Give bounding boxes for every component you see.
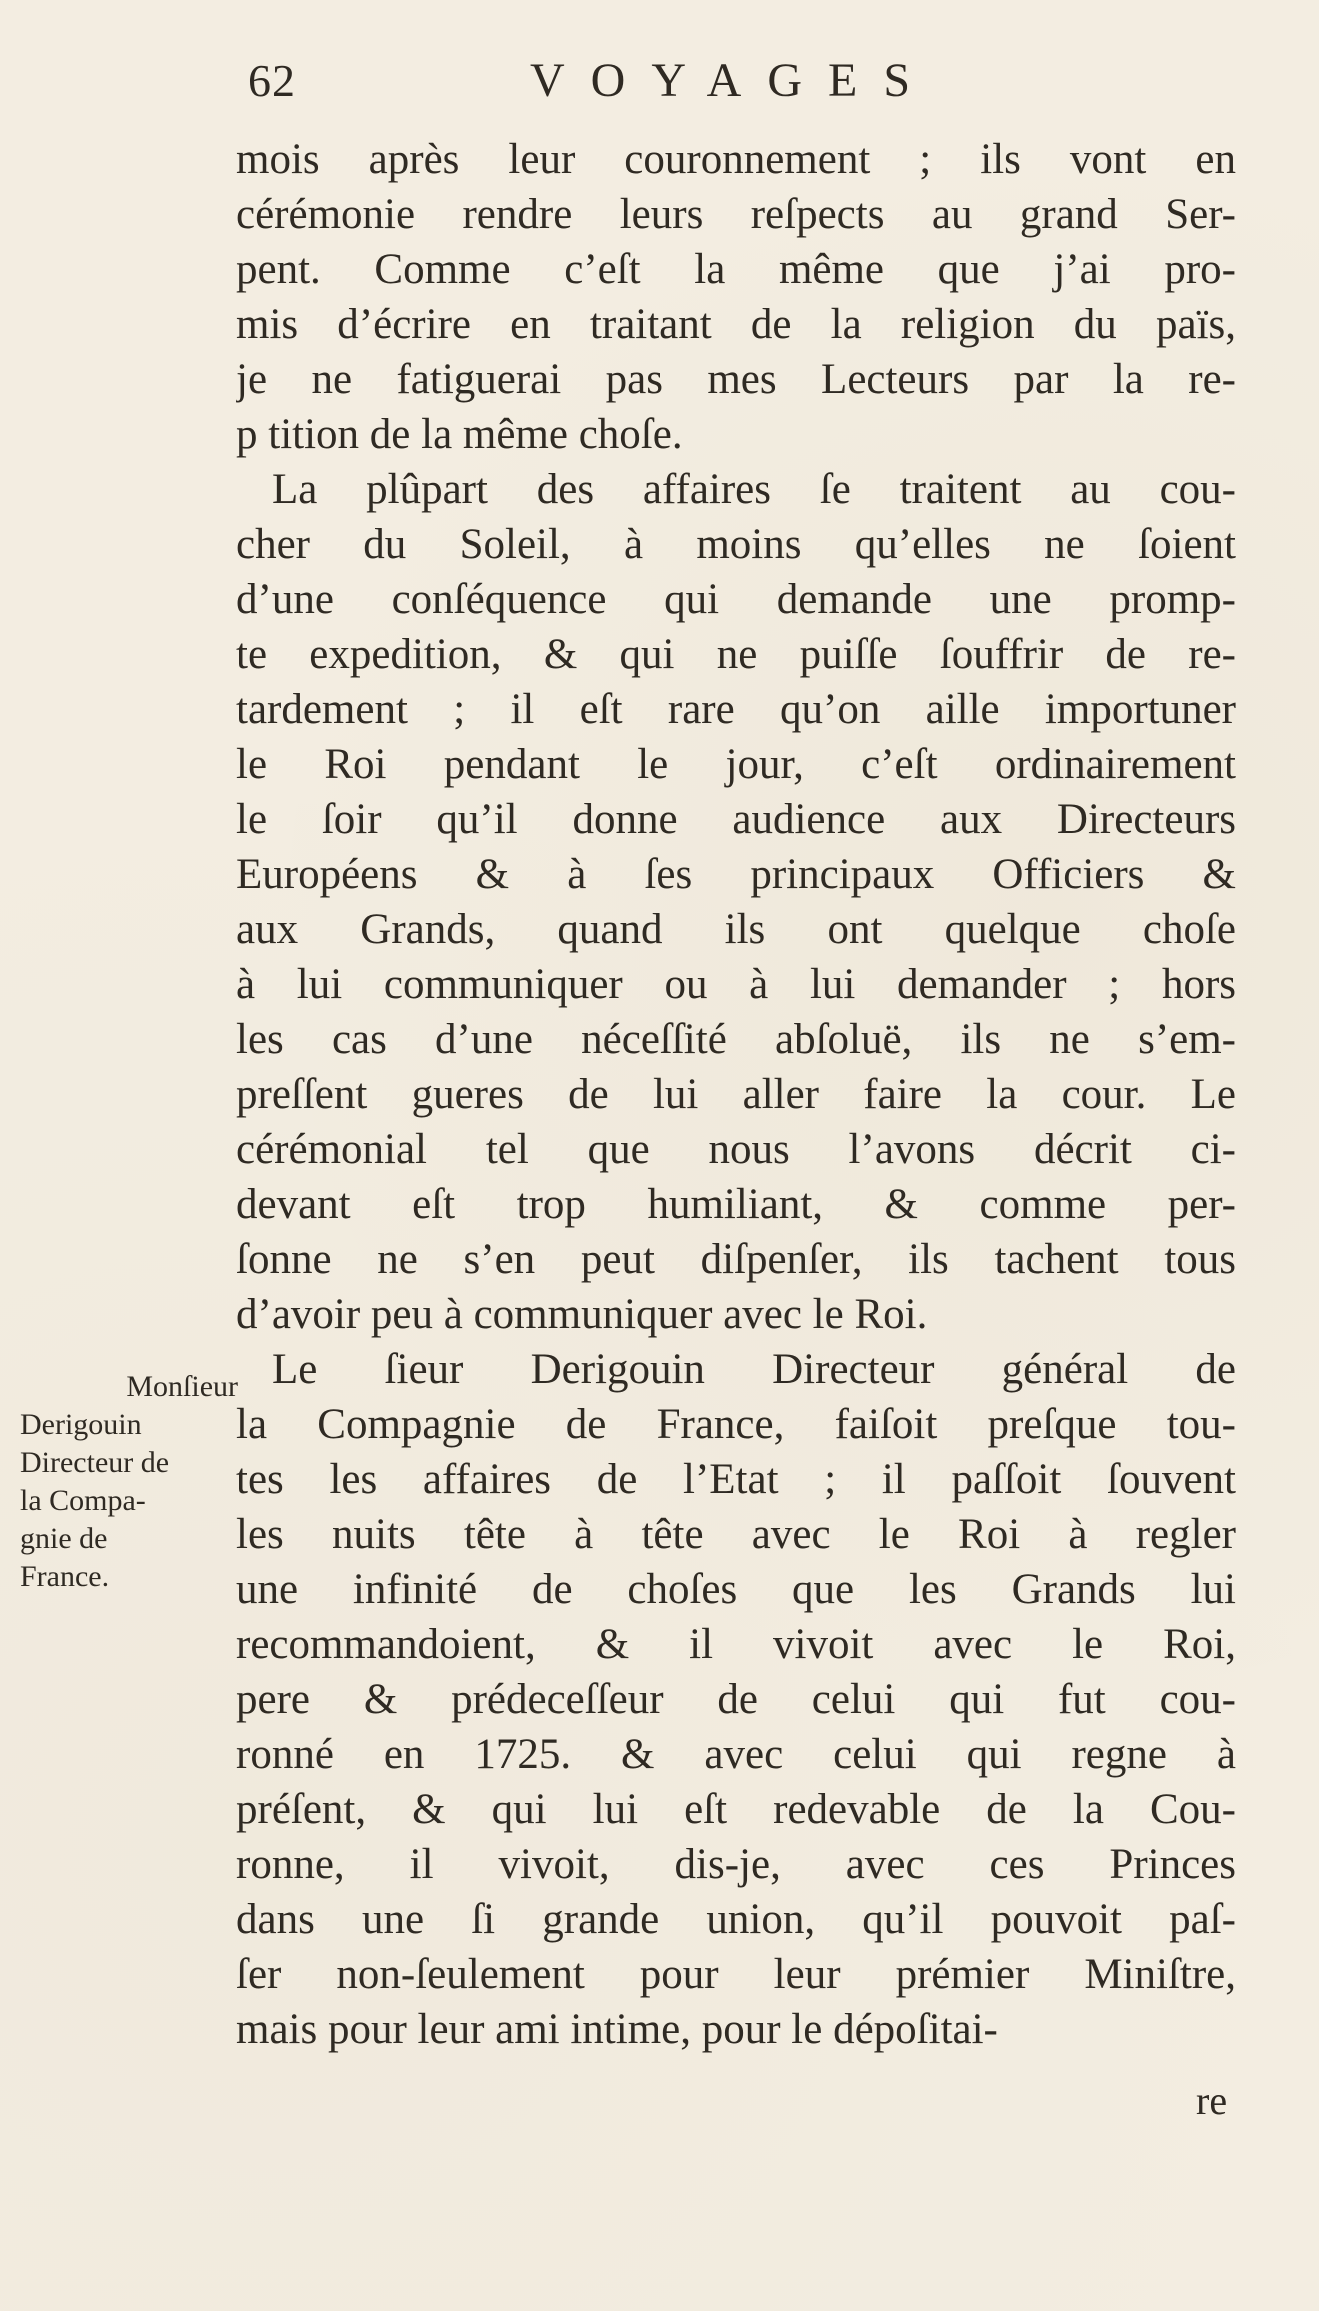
running-head — [248, 46, 1048, 116]
text-line: préſent, & qui lui eſt redevable de la Cou- — [236, 1786, 1236, 1833]
marginal-note — [20, 1368, 240, 1596]
text-line: Le ſieur Derigouin Directeur général de — [272, 1346, 1236, 1393]
text-line: pent. Comme c’eſt la même que j’ai pro- — [236, 246, 1236, 293]
text-line: preſſent gueres de lui aller faire la cour. Le — [236, 1071, 1236, 1118]
text-line: devant eſt trop humiliant, & comme per- — [236, 1181, 1236, 1228]
text-line: mis d’écrire en traitant de la religion du païs, — [236, 301, 1236, 348]
catchword: re — [1196, 2078, 1228, 2123]
text-line: pere & prédeceſſeur de celui qui fut cou- — [236, 1676, 1236, 1723]
marginal-note-line: la Compa- — [20, 1484, 146, 1517]
text-line: le Roi pendant le jour, c’eſt ordinairement — [236, 741, 1236, 788]
text-line: cérémonie rendre leurs reſpects au grand Ser- — [236, 191, 1236, 238]
text-line: la Compagnie de France, faiſoit preſque tou- — [236, 1401, 1236, 1448]
text-line: ſonne ne s’en peut diſpenſer, ils tachent tous — [236, 1236, 1236, 1283]
text-line: mois après leur couronnement ; ils vont en — [236, 136, 1236, 183]
page-number: 62 — [248, 55, 296, 106]
text-line: ronne, il vivoit, dis-je, avec ces Princes — [236, 1841, 1236, 1888]
text-line: te expedition, & qui ne puiſſe ſouffrir de re- — [236, 631, 1236, 678]
text-line: cérémonial tel que nous l’avons décrit ci- — [236, 1126, 1236, 1173]
marginal-note-line: gnie de — [20, 1522, 108, 1555]
text-line: ronné en 1725. & avec celui qui regne à — [236, 1731, 1236, 1778]
text-line: recommandoient, & il vivoit avec le Roi, — [236, 1621, 1236, 1668]
text-line: aux Grands, quand ils ont quelque choſe — [236, 906, 1236, 953]
text-line: d’avoir peu à communiquer avec le Roi. — [236, 1291, 928, 1338]
marginal-note-line: Directeur de — [20, 1446, 170, 1479]
text-line: tardement ; il eſt rare qu’on aille importuner — [236, 686, 1236, 733]
text-line: cher du Soleil, à moins qu’elles ne ſoient — [236, 521, 1236, 568]
marginal-note-line: France. — [20, 1560, 110, 1593]
text-line: le ſoir qu’il donne audience aux Directeurs — [236, 796, 1236, 843]
running-title: VOYAGES — [530, 54, 937, 107]
text-line: dans une ſi grande union, qu’il pouvoit paſ- — [236, 1896, 1236, 1943]
text-line: La plûpart des affaires ſe traitent au cou- — [272, 466, 1236, 513]
text-line: p tition de la même choſe. — [236, 411, 683, 458]
text-line: une infinité de choſes que les Grands lui — [236, 1566, 1236, 1613]
text-line: mais pour leur ami intime, pour le dépoſitai- — [236, 2006, 998, 2053]
text-line: les nuits tête à tête avec le Roi à regler — [236, 1511, 1236, 1558]
text-line: Européens & à ſes principaux Officiers & — [236, 851, 1236, 898]
text-line: ſer non-ſeulement pour leur prémier Miniſtre, — [236, 1951, 1236, 1998]
main-text — [236, 132, 1236, 2057]
text-line: les cas d’une néceſſité abſoluë, ils ne s’em- — [236, 1016, 1236, 1063]
marginal-note-line: Derigouin — [20, 1408, 142, 1441]
text-line: à lui communiquer ou à lui demander ; hors — [236, 961, 1236, 1008]
text-line: tes les affaires de l’Etat ; il paſſoit ſouvent — [236, 1456, 1236, 1503]
text-line: je ne fatiguerai pas mes Lecteurs par la re- — [236, 356, 1236, 403]
marginal-note-line: Monſieur — [126, 1370, 238, 1403]
text-line: d’une conſéquence qui demande une promp- — [236, 576, 1236, 623]
